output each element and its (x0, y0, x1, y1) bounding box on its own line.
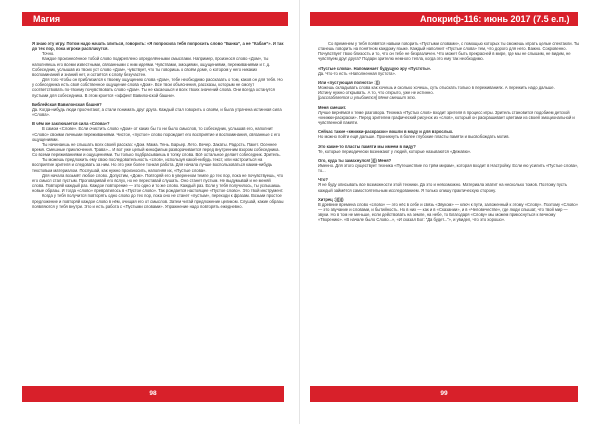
paragraph: Но можно пойти ещё дальше. Проникнуть в более глубокие пласты памяти и высвобождать мотив. (318, 134, 510, 140)
paragraph: В чём же заключается сила «Слова»? (32, 121, 110, 127)
paragraph: Каждое произнесённое тобой слово подкреплено определёнными смыслами. Например, произнося слово «Дом», ты наполняешь его всеми известными, связанными с ним идеями. Чувствами, эмоциями, ощущениями, переживаниями и т. д. Собеседник, услышав из твоих уст слово «Дом», чувствует, что ты говоришь о своём доме, о котором у него никаких воспоминаний и знаний нет, и остаётся к слову безучастен. (32, 56, 271, 77)
paragraph: Лучше вернёмся к теме разговора. Техника «Пустых слов» входит зрителя в процесс игры. Зритель становится подобием детской «книжки-раскраски». Перед зрителем графический рисунок из «слов», который он раскрашивает цветами из своей эмоциональной и чувственной памяти. (318, 109, 575, 126)
paragraph: [расслабляется и улыбается] Меня смешит это. (318, 95, 416, 101)
paragraph: «Пустые слова». Напоминает будущую эру «Пустоты». (318, 65, 432, 71)
right-page-number: 99 (310, 386, 578, 402)
paragraph: Со временем у тебя появятся навыки говорить «Пустыми словами», с помощью которых ты сможешь играть целые спектакли. Ты станешь говорить на понятном каждому языке. Каждый наполнит «Пустые слова» тем, что дорого для него. Важно. Сокровенно. Почувствует твою близость и то, что он тебе не безразличен. Что может быть прекрасней в мире, где мы не слышим, не видим, не чувствуем друг друга? Подари зрителю немного тепла, когда это ему так необходимо. (318, 41, 580, 62)
paragraph: Меня смешит. (318, 104, 347, 110)
paragraph: Точно. (42, 51, 55, 57)
left-page-header: Магия (22, 12, 288, 26)
paragraph: Хитрец :)))))) (318, 196, 344, 202)
paragraph: В самом «Слове». Если очистить слово «Дом» от каких бы то ни было смыслов, то собеседник, услышав его, наполнит «Слово» своими личными переживаниями. Чистое, «пустое» слово порождает его восприятие и воспоминания, связанные с его ощущениями. (32, 126, 281, 142)
paragraph: Я не буду описывать все возможности этой техники. Да это и невозможно. Материала хватит на несколько томов. Поэтому пусть каждый займётся самостоятельным исследованием. Я только опишу практическую сторону. (318, 182, 568, 193)
left-page-number: 98 (22, 386, 284, 402)
paragraph: Когда у тебя получится повторять одно слово до тех пор, пока оно не станет «пустым», переходи к фразам. Возьми простое предложение и повторяй каждое слово в нём, очищая его от смыслов. Затем читай предложение целиком. Слушай, какие образы появляются у тебя внутри. Это и есть работа с «Пустыми словами». Упражнение надо повторять ежедневно. (32, 193, 284, 209)
paragraph: Сейчас такие «книжки-раскраски» вошли в моду и для взрослых. (318, 129, 454, 135)
paragraph: Да. Когда-нибудь люди просчитают, а стали понимать друг друга. Каждый стал говорить о своём, и была утрачена истинная сила «Слова». (32, 106, 282, 118)
paragraph: Именно. Для этого существует техника «Путешествие по трём мирам», которая входит в Настройку. Если ею усилить «Пустые слова», то... (318, 162, 579, 174)
paragraph: Я знаю эту игру. Потом надо начать злиться, говорить: «Я попросила тебя попросить слово “Банка”, а не “Кабан”». И так до тех пор, пока игроки расплачутся. (32, 41, 284, 52)
paragraph: Можешь складывать слова как хочешь и сколько хочешь, суть отыскать только в переживаниях. А пережить надо дальше. (318, 85, 555, 91)
paragraph: Для начала возьмёт любое слово. Допустим, «Дом». Повторяй его в уверенном темпе до тех пор, пока не почувствуешь, что его смысл стал пустым. Проговаривай его вслух, но не переставай слушать. Оно станет пустым. Не выдумывай и не меняй слова. Повторяй каждый раз. Каждое повторение — это одно и то же слово. Каждый раз. Если у тебя получилось, ты услышишь новые образы. И тогда «слово» превратилось в «Пустое слово». Так рождается настоящее «Пустое слово». Это твой инструмент. (32, 172, 284, 194)
paragraph: Те, которые периодически возникают у людей, которые называются «Дежавю». (318, 148, 472, 154)
right-page-header: Апокриф-116: июнь 2017 (7.5 е.п.) (310, 12, 578, 26)
right-page (300, 0, 600, 424)
paragraph: Что? (318, 177, 328, 183)
paragraph: В древние времена слово «слово» — это нёс в себе и связь «Звуком» — ключ к пути, заложенный к этому «Слову». Поэтому «Слово» — это звучание и словами, и бытийность. Но в них — как и в «Сказании», и в «Человечестве», где люди слышат, что твой мир — звуки. Но в том не меньше, если действовать на земле, на небе, то Благодаря «Слову» мы можем прикоснуться к вечному «Творению». «В начале было Слово...», «И сказал Бог: “Да будет...”», и увидел, что это хорошо». (318, 201, 579, 223)
paragraph: Библейская Вавилонская башня? (32, 101, 102, 107)
left-page-body (32, 41, 284, 209)
paragraph: Ты начинаешь не слышать всех своей рассказ: «Дом. Мама. Тень. Барьер. Лето. Вечер. Закаты. Радость. Пакет. Осеннее время. Смешные приключения. Трава»... И вот уже целый кинофильм разворачивается перед внутренним взором собеседника. Со всеми переживаниями и ощущениями. Ты только подбрасываешь в топку слова. Всё остальное делает собеседник. Зритель. (32, 141, 281, 158)
paragraph: Ого, куда ты замахнулся! )))) Меня? (318, 157, 392, 163)
paragraph: Для того чтобы он приблизился к твоему ощущению слова «Дом», тебе необходимо рассказать о том, каков он для тебя. Но у собеседника есть своё собственное ощущение слова «Дом». Все твои объяснения, рассказы, которым не смогут соответствовать по-твоему почувствовать слово «Дом». Ты не касаешься и всех твоих значений слова. Они всегда останутся пустыми для собеседника. В этом кроется «эффект Вавилонской башни». (32, 77, 283, 98)
paragraph: Или «пустующая полнота» :))) (318, 79, 380, 85)
paragraph: Это какие-то пласты памяти мы имеем в виду? (318, 143, 416, 149)
right-page-body (318, 41, 580, 223)
paragraph: Истину нужно открывать. А то, что открыто, уже не истинно. (318, 90, 434, 96)
paragraph: Да. Что-то есть «Наполненная пустота». (318, 70, 396, 76)
paragraph: Ты можешь предложить ему свою последовательность «слов», используя какой-нибудь текст, или настроиться на восприятие зрителя и следовать за ним. Но это уже более тонкая работа. Для начала лучше воспользоваться каким-нибудь текстовым материалом. Послушай, как нужно произносить, наполняя их, «Пустые слова». (32, 157, 273, 173)
